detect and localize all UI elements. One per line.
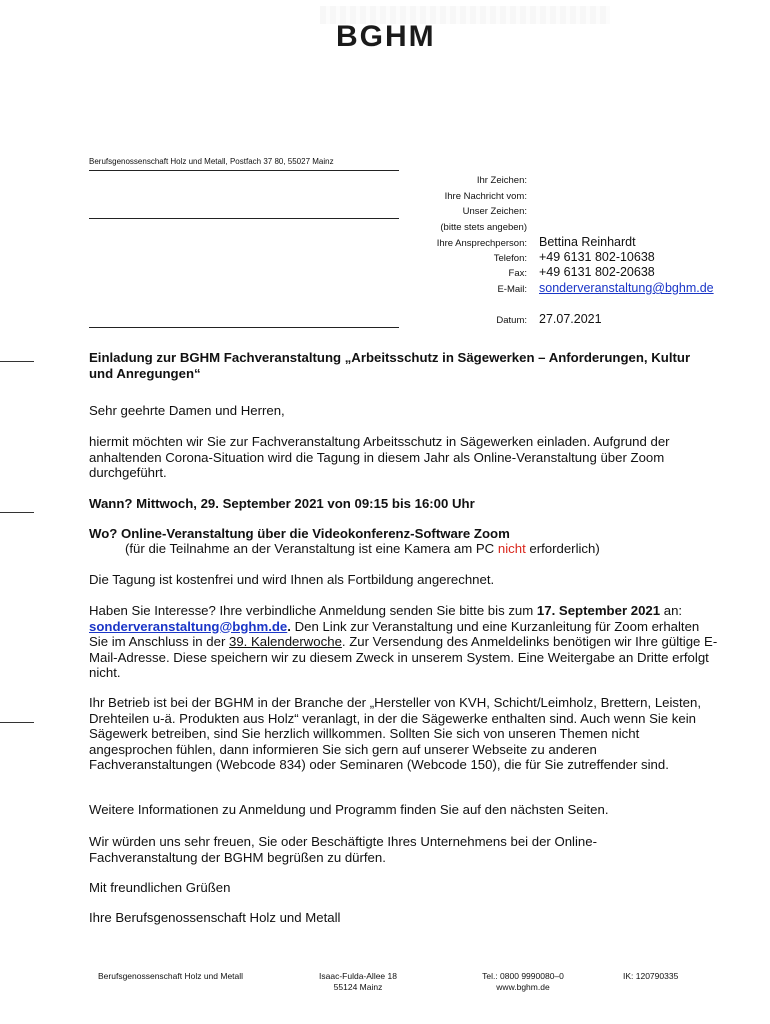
footer-tel: Tel.: 0800 9990080–0 (482, 971, 564, 981)
fold-mark-2 (0, 722, 34, 723)
registration-text-3: Den Link zur Veranstaltung und eine Kurzanleitung für Zoom erhalten Sie im Anschluss in der (89, 618, 700, 649)
welcome-paragraph: Wir würden uns sehr freuen, Sie oder Beschäftigte Ihres Unternehmens bei der Online-Fachveranstaltung der BGHM begrüßen zu dürfen. (89, 834, 597, 865)
ref-fax-label: Fax: (508, 268, 527, 279)
camera-note-post: erforderlich) (525, 541, 600, 556)
registration-email-link[interactable]: sonderveranstaltung@bghm.de (89, 618, 288, 634)
closing-greeting: Mit freundlichen Grüßen (89, 880, 231, 895)
fold-mark-1 (0, 361, 34, 362)
ref-datum-value: 27.07.2021 (539, 312, 602, 326)
letter-salutation: Sehr geehrte Damen und Herren, (89, 403, 285, 418)
event-where: Wo? Online-Veranstaltung über die Videokonferenz-Software Zoom (89, 526, 510, 541)
footer-org: Berufsgenossenschaft Holz und Metall (98, 971, 244, 981)
letter-intro-paragraph: hiermit möchten wir Sie zur Fachveranstaltung Arbeitsschutz in Sägewerken einladen. Aufgrund der anhaltenden Corona-Situation wird die Tagung in diesem Jahr als Online-Veranstaltung über Zoom durchgeführt. (89, 434, 670, 480)
ref-ihre-nachricht-label: Ihre Nachricht vom: (444, 191, 527, 202)
ref-fax-value: +49 6131 802-20638 (539, 265, 655, 279)
registration-dot: . (287, 618, 291, 634)
letter-subject: Einladung zur BGHM Fachveranstaltung „Arbeitsschutz in Sägewerken – Anforderungen, Kultur und Anregungen“ (89, 350, 691, 381)
bghm-logo (336, 10, 436, 53)
signature: Ihre Berufsgenossenschaft Holz und Metall (89, 910, 341, 925)
fold-mark-punch (0, 512, 34, 513)
ref-telefon-label: Telefon: (493, 253, 527, 264)
event-when: Wann? Mittwoch, 29. September 2021 von 09:15 bis 16:00 Uhr (89, 496, 475, 511)
ref-email-label: E-Mail: (497, 284, 527, 295)
free-of-charge-paragraph: Die Tagung ist kostenfrei und wird Ihnen als Fortbildung angerechnet. (89, 572, 495, 587)
camera-note-nicht: nicht (497, 541, 526, 556)
footer-contact (475, 971, 571, 993)
ref-unser-zeichen-label: Unser Zeichen: (462, 206, 527, 217)
ref-ansprechperson-value: Bettina Reinhardt (539, 235, 636, 249)
sender-address-line: Berufsgenossenschaft Holz und Metall, Postfach 37 80, 55027 Mainz (89, 157, 334, 166)
logo-text: BGHM (336, 20, 436, 53)
registration-deadline: 17. September 2021 (536, 603, 661, 618)
footer-web: www.bghm.de (496, 982, 550, 992)
ref-ihr-zeichen-label: Ihr Zeichen: (476, 175, 527, 186)
footer-address (315, 971, 401, 993)
sender-rule (89, 170, 399, 171)
ref-bitte-label: (bitte stets angeben) (440, 222, 527, 233)
footer-ik: IK: 120790335 (623, 971, 679, 981)
address-rule-bottom (89, 327, 399, 328)
registration-text-1: Haben Sie Interesse? Ihre verbindliche Anmeldung senden Sie bitte bis zum (89, 603, 537, 618)
camera-note (89, 541, 755, 557)
footer-city: 55124 Mainz (333, 982, 383, 992)
ref-ansprechperson-label: Ihre Ansprechperson: (436, 238, 527, 249)
footer-street: Isaac-Fulda-Allee 18 (319, 971, 397, 981)
ref-datum-label: Datum: (496, 315, 527, 326)
registration-paragraph (89, 603, 719, 681)
ref-telefon-value: +49 6131 802-10638 (539, 250, 655, 264)
camera-note-pre: (für die Teilnahme an der Veranstaltung ist eine Kamera am PC (125, 541, 498, 556)
registration-calendar-week: 39. Kalenderwoche (229, 634, 342, 649)
ref-email-link[interactable]: sonderveranstaltung@bghm.de (539, 281, 714, 295)
registration-text-2: an: (660, 603, 683, 618)
branch-paragraph: Ihr Betrieb ist bei der BGHM in der Branche der „Hersteller von KVH, Schicht/Leimholz, Brettern, Leisten, Drehteilen u-ä. Produkten aus Holz“ veranlagt, in der die Sägewerke enthalten sind. Auch wenn Sie kein Sägewerk betreiben, sind Sie herzlich willkommen. Sollten Sie sich von unseren Themen nicht angesprochen fühlen, dann informieren Sie sich gern auf unserer Webseite zu anderen Fachveranstaltungen (Webcode 834) oder Seminaren (Webcode 150), die für Sie zutreffender sind. (89, 695, 702, 772)
more-info-paragraph: Weitere Informationen zu Anmeldung und Programm finden Sie auf den nächsten Seiten. (89, 802, 609, 817)
address-rule-top (89, 218, 399, 219)
registration-text-4: . Zur Versendung des Anmeldelinks benötigen wir Ihre gültige E-Mail-Adresse. Diese speichern wir zu diesem Zweck in unserem System. Eine Weitergabe an Dritte erfolgt nicht. (89, 634, 718, 680)
